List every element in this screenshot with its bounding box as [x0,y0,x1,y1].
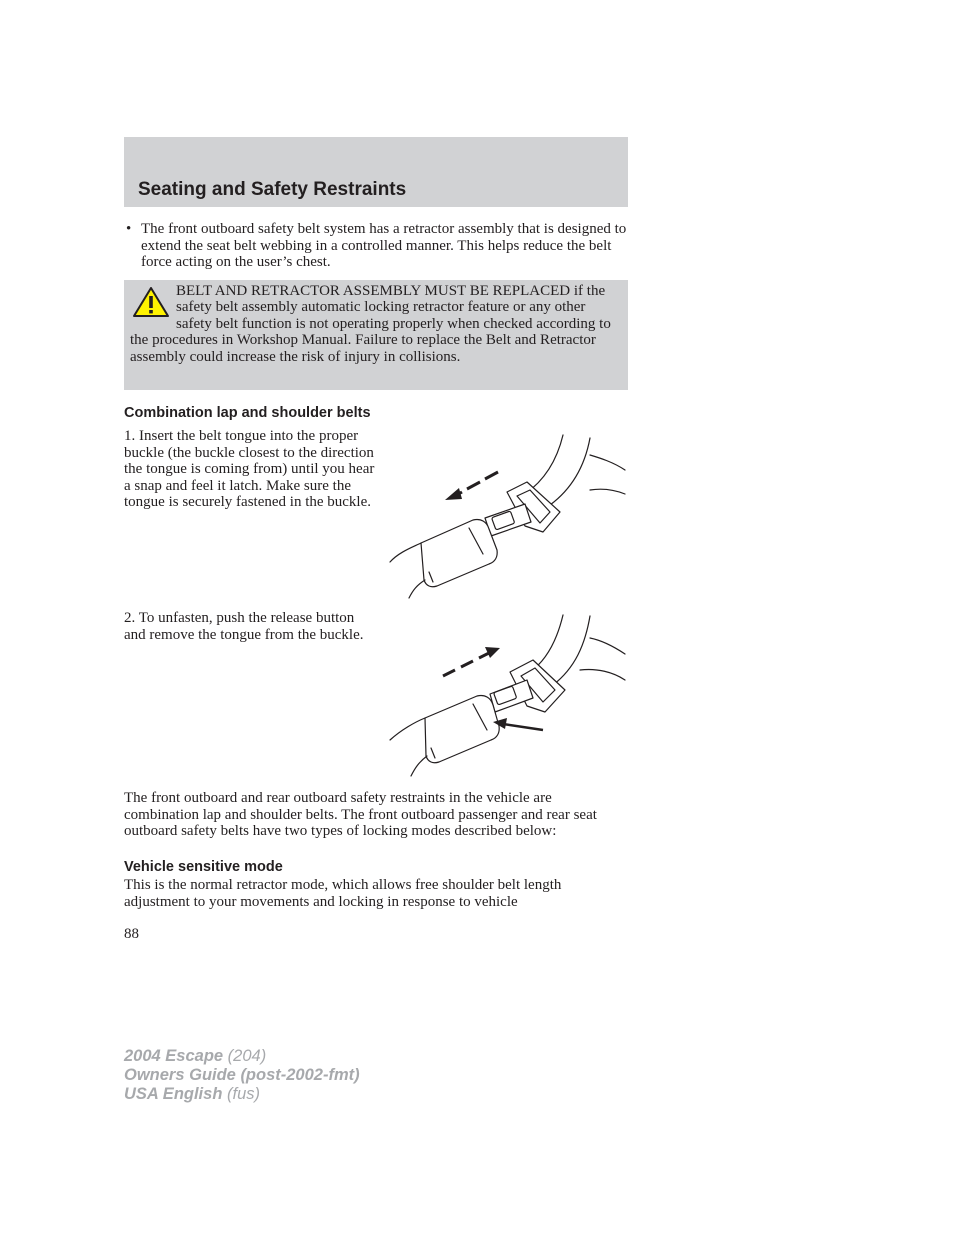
footer-line-2 [124,1066,360,1085]
footer-guide: Owners Guide (post-2002-fmt) [124,1066,360,1084]
belt-release-illustration [385,610,630,780]
section-header-band [124,137,628,207]
bullet-symbol: • [126,221,132,237]
warning-triangle-icon [132,285,170,319]
combination-belts-heading: Combination lap and shoulder belts [124,405,371,421]
warning-text: BELT AND RETRACTOR ASSEMBLY MUST BE REPLACED if the safety belt assembly automatic locking retractor feature or any other safety belt function is not operating properly when checked according to the procedures in Workshop Manual. Failure to replace the Belt and Retractor assembly could increase the risk of injury in collisions. [130,283,611,365]
page-number: 88 [124,926,139,942]
footer-model-code: (204) [223,1047,267,1065]
footer-line-1 [124,1047,360,1066]
belt-insert-illustration [385,430,630,600]
step-2-text: 2. To unfasten, push the release button and remove the tongue from the buckle. [124,610,364,643]
vehicle-sensitive-mode-heading: Vehicle sensitive mode [124,859,283,875]
footer-line-3 [124,1085,360,1104]
footer-language: USA English [124,1085,223,1103]
locking-modes-paragraph: The front outboard and rear outboard safety restraints in the vehicle are combination lap and shoulder belts. The front outboard passenger and rear seat outboard safety belts have two types of locking modes described below: [124,790,597,839]
warning-box [124,280,628,390]
vehicle-sensitive-mode-text: This is the normal retractor mode, which allows free shoulder belt length adjustment to your movements and locking in response to vehicle [124,877,562,910]
footer-language-code: (fus) [222,1085,260,1103]
document-footer [124,1047,360,1104]
bullet-text: The front outboard safety belt system has a retractor assembly that is designed to extend the seat belt webbing in a controlled manner. This helps reduce the belt force acting on the user’s chest. [141,221,627,270]
footer-model: 2004 Escape [124,1047,224,1065]
bullet-item [124,221,628,271]
step-1-text: 1. Insert the belt tongue into the proper buckle (the buckle closest to the direction the tongue is coming from) until you hear a snap and feel it latch. Make sure the tongue is securely fastened in the buckle. [124,428,375,510]
section-title: Seating and Safety Restraints [138,179,407,200]
